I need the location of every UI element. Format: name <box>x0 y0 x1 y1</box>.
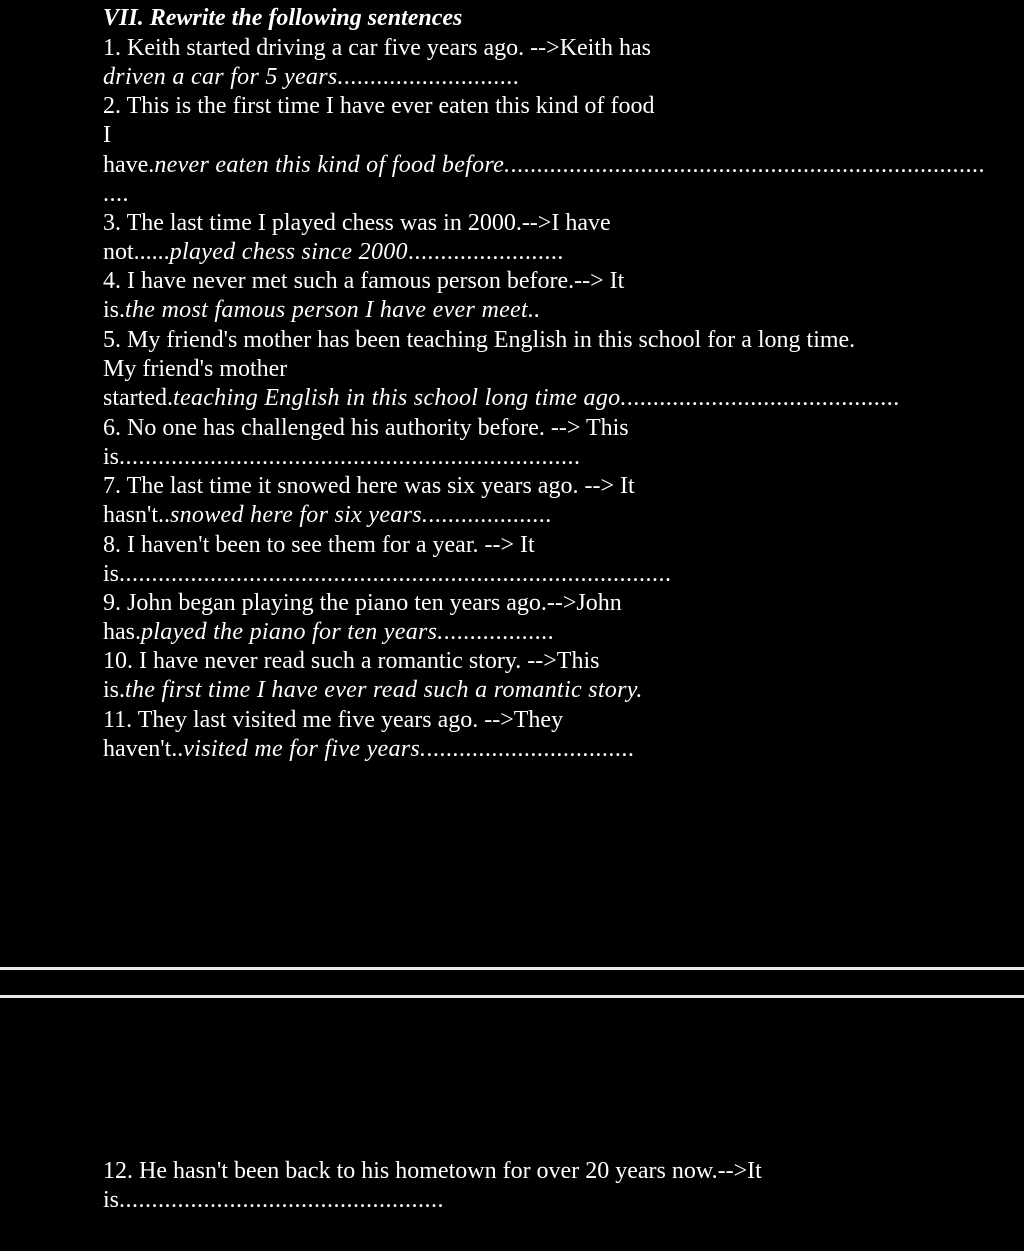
question-text: I have never read such a romantic story. -->This <box>139 648 600 674</box>
answer-text: teaching English in this school long time ago. <box>172 385 627 411</box>
item-4-question <box>103 267 624 296</box>
answer-dots: ................. <box>443 619 555 645</box>
answer-lead: not...... <box>103 239 170 265</box>
answer-lead: is. <box>103 297 126 323</box>
answer-dots: ........................ <box>407 239 564 265</box>
item-6-answer-line <box>103 443 581 472</box>
item-number: 5. <box>103 327 121 353</box>
item-11-question <box>103 706 563 735</box>
answer-text: never eaten this kind of food before. <box>154 152 511 178</box>
answer-dots: ................................ <box>426 736 635 762</box>
answer-text: played the piano for ten years. <box>141 619 444 645</box>
answer-text: snowed here for six years. <box>169 502 429 528</box>
question-text: They last visited me five years ago. -->They <box>137 707 564 733</box>
item-5-extra: My friend's mother <box>103 356 288 382</box>
question-text: Keith started driving a car five years ago. -->Keith has <box>127 35 652 61</box>
item-3-question <box>103 209 611 238</box>
question-text: I haven't been to see them for a year. --> It <box>127 532 535 558</box>
answer-lead: have. <box>103 152 155 178</box>
question-text: This is the first time I have ever eaten this kind of food <box>126 93 655 119</box>
item-number: 6. <box>103 415 121 441</box>
item-1-question <box>103 34 651 63</box>
item-number: 11. <box>103 707 133 733</box>
answer-text: the most famous person I have ever meet.. <box>125 297 541 323</box>
answer-lead: is <box>103 444 120 470</box>
item-9-question <box>103 589 622 618</box>
item-11-answer-line <box>103 735 634 764</box>
answer-lead: is. <box>103 677 126 703</box>
item-9-answer-line <box>103 618 554 647</box>
item-number: 1. <box>103 35 121 61</box>
item-number: 9. <box>103 590 121 616</box>
section-heading: VII. Rewrite the following sentences <box>103 5 463 31</box>
item-8-question <box>103 531 535 560</box>
item-number: 2. <box>103 93 121 119</box>
item-6-question <box>103 414 629 443</box>
answer-lead: hasn't.. <box>103 502 170 528</box>
answer-text: played chess since 2000 <box>169 239 408 265</box>
answer-lead: started. <box>103 385 173 411</box>
item-10-answer-line <box>103 676 643 705</box>
answer-dots: ....................................................................... <box>119 444 581 470</box>
item-5-question <box>103 326 855 355</box>
answer-dots: ................... <box>428 502 552 528</box>
answer-text: the first time I have ever read such a romantic story. <box>125 677 643 703</box>
answer-dots: .......................................... <box>626 385 900 411</box>
item-number: 3. <box>103 210 121 236</box>
answer-lead: is <box>103 561 120 587</box>
item-number: 10. <box>103 648 133 674</box>
item-2-answer-line <box>103 151 985 180</box>
question-text: The last time it snowed here was six years ago. --> It <box>126 473 635 499</box>
item-7-question <box>103 472 635 501</box>
answer-dots: .................................................. <box>119 1187 445 1213</box>
item-10-question <box>103 647 599 676</box>
item-5-answer-line <box>103 384 900 413</box>
item-2-answer-tail: .... <box>103 181 129 207</box>
item-3-answer-line <box>103 238 564 267</box>
item-2-question <box>103 92 654 121</box>
item-8-answer-line <box>103 560 672 589</box>
item-number: 12. <box>103 1158 133 1184</box>
question-text: John began playing the piano ten years ago.-->John <box>127 590 622 616</box>
answer-text: driven a car for 5 years. <box>103 64 344 90</box>
answer-dots: ..................................................................................... <box>119 561 672 587</box>
item-1-answer-line <box>103 63 519 92</box>
answer-dots: ........................... <box>343 64 520 90</box>
answer-lead: is <box>103 1187 120 1213</box>
item-7-answer-line <box>103 501 552 530</box>
item-12-question <box>103 1157 762 1186</box>
item-number: 8. <box>103 532 121 558</box>
item-2-extra: I <box>103 122 111 148</box>
answer-lead: has. <box>103 619 141 645</box>
answer-dots: ......................................................................... <box>510 152 985 178</box>
question-text: The last time I played chess was in 2000.-->I have <box>126 210 611 236</box>
separator-rule-bottom <box>0 995 1024 998</box>
item-12-answer-line <box>103 1186 444 1215</box>
question-text: No one has challenged his authority before. --> This <box>127 415 629 441</box>
question-text: I have never met such a famous person before.--> It <box>127 268 625 294</box>
item-number: 7. <box>103 473 121 499</box>
question-text: My friend's mother has been teaching English in this school for a long time. <box>127 327 856 353</box>
item-number: 4. <box>103 268 121 294</box>
answer-lead: haven't.. <box>103 736 184 762</box>
item-4-answer-line <box>103 296 541 325</box>
separator-rule-top <box>0 967 1024 970</box>
answer-text: visited me for five years. <box>183 736 427 762</box>
question-text: He hasn't been back to his hometown for over 20 years now.-->It <box>139 1158 762 1184</box>
